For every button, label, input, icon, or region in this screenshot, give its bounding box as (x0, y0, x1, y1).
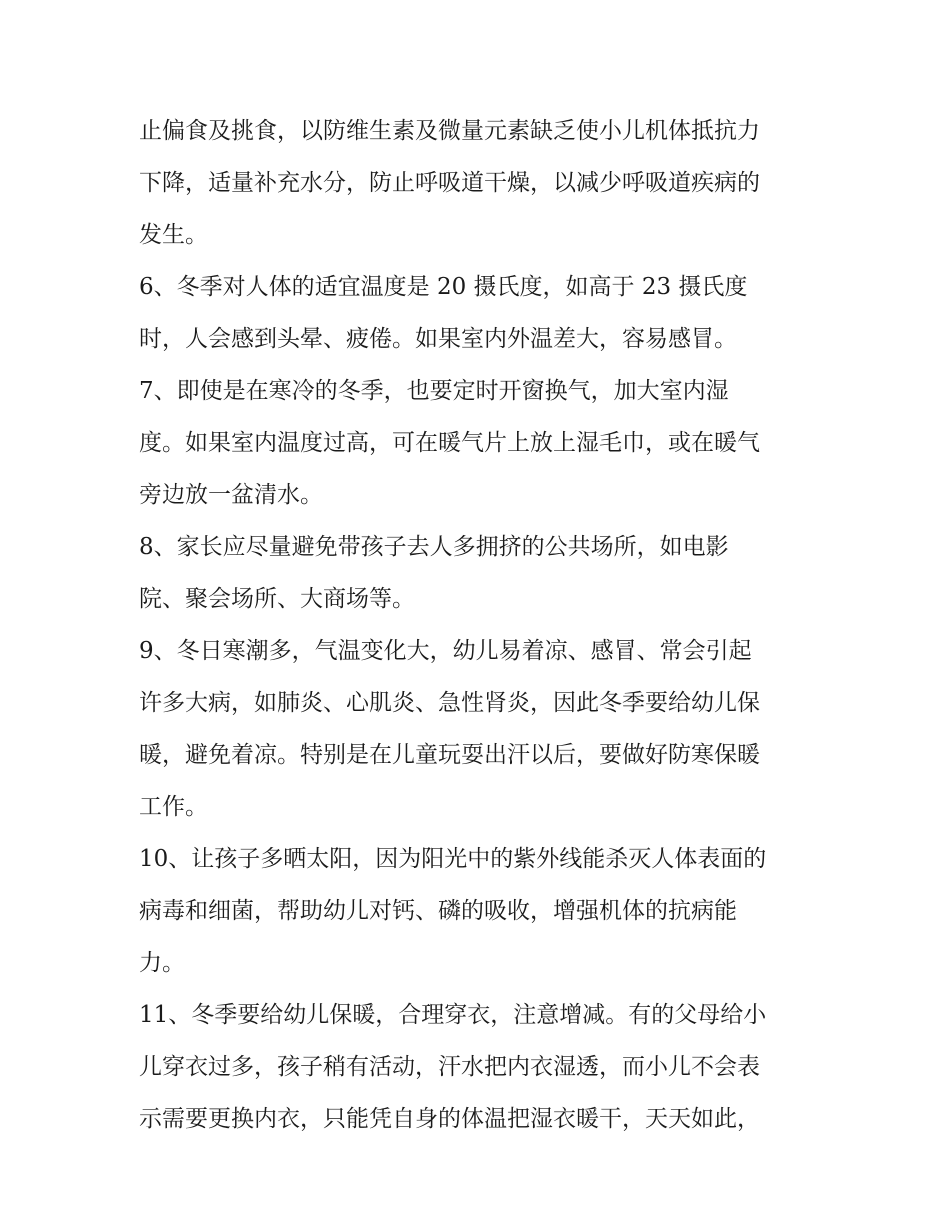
text-line: 儿穿衣过多，孩子稍有活动，汗水把内衣湿透，而小儿不会表 (139, 1054, 760, 1080)
document-body-text (139, 105, 829, 1145)
text-line: 示需要更换内衣，只能凭自身的体温把湿衣暖干，天天如此， (139, 1106, 760, 1132)
text-line: 工作。 (139, 794, 208, 820)
text-line: 发生。 (139, 222, 208, 248)
text-line: 力。 (139, 950, 185, 976)
text-line: 11、冬季要给幼儿保暖，合理穿衣，注意增减。有的父母给小 (139, 1002, 767, 1028)
text-line: 许多大病，如肺炎、心肌炎、急性肾炎，因此冬季要给幼儿保 (139, 690, 760, 716)
text-line: 7、即使是在寒冷的冬季，也要定时开窗换气，加大室内湿 (139, 378, 729, 404)
text-line: 院、聚会场所、大商场等。 (139, 586, 415, 612)
text-line: 暖，避免着凉。特别是在儿童玩耍出汗以后，要做好防寒保暖 (139, 742, 760, 768)
text-line: 8、家长应尽量避免带孩子去人多拥挤的公共场所，如电影 (139, 534, 729, 560)
text-line: 病毒和细菌，帮助幼儿对钙、磷的吸收，增强机体的抗病能 (139, 898, 737, 924)
text-line: 9、冬日寒潮多，气温变化大，幼儿易着凉、感冒、常会引起 (139, 638, 752, 664)
text-line: 度。如果室内温度过高，可在暖气片上放上湿毛巾，或在暖气 (139, 430, 760, 456)
text-line: 时，人会感到头晕、疲倦。如果室内外温差大，容易感冒。 (139, 326, 737, 352)
text-line: 旁边放一盆清水。 (139, 482, 323, 508)
text-line: 10、让孩子多晒太阳，因为阳光中的紫外线能杀灭人体表面的 (139, 846, 767, 872)
text-line: 下降，适量补充水分，防止呼吸道干燥，以减少呼吸道疾病的 (139, 170, 760, 196)
text-line: 止偏食及挑食，以防维生素及微量元素缺乏使小儿机体抵抗力 (139, 118, 760, 144)
text-line: 6、冬季对人体的适宜温度是 20 摄氏度，如高于 23 摄氏度 (139, 274, 748, 300)
